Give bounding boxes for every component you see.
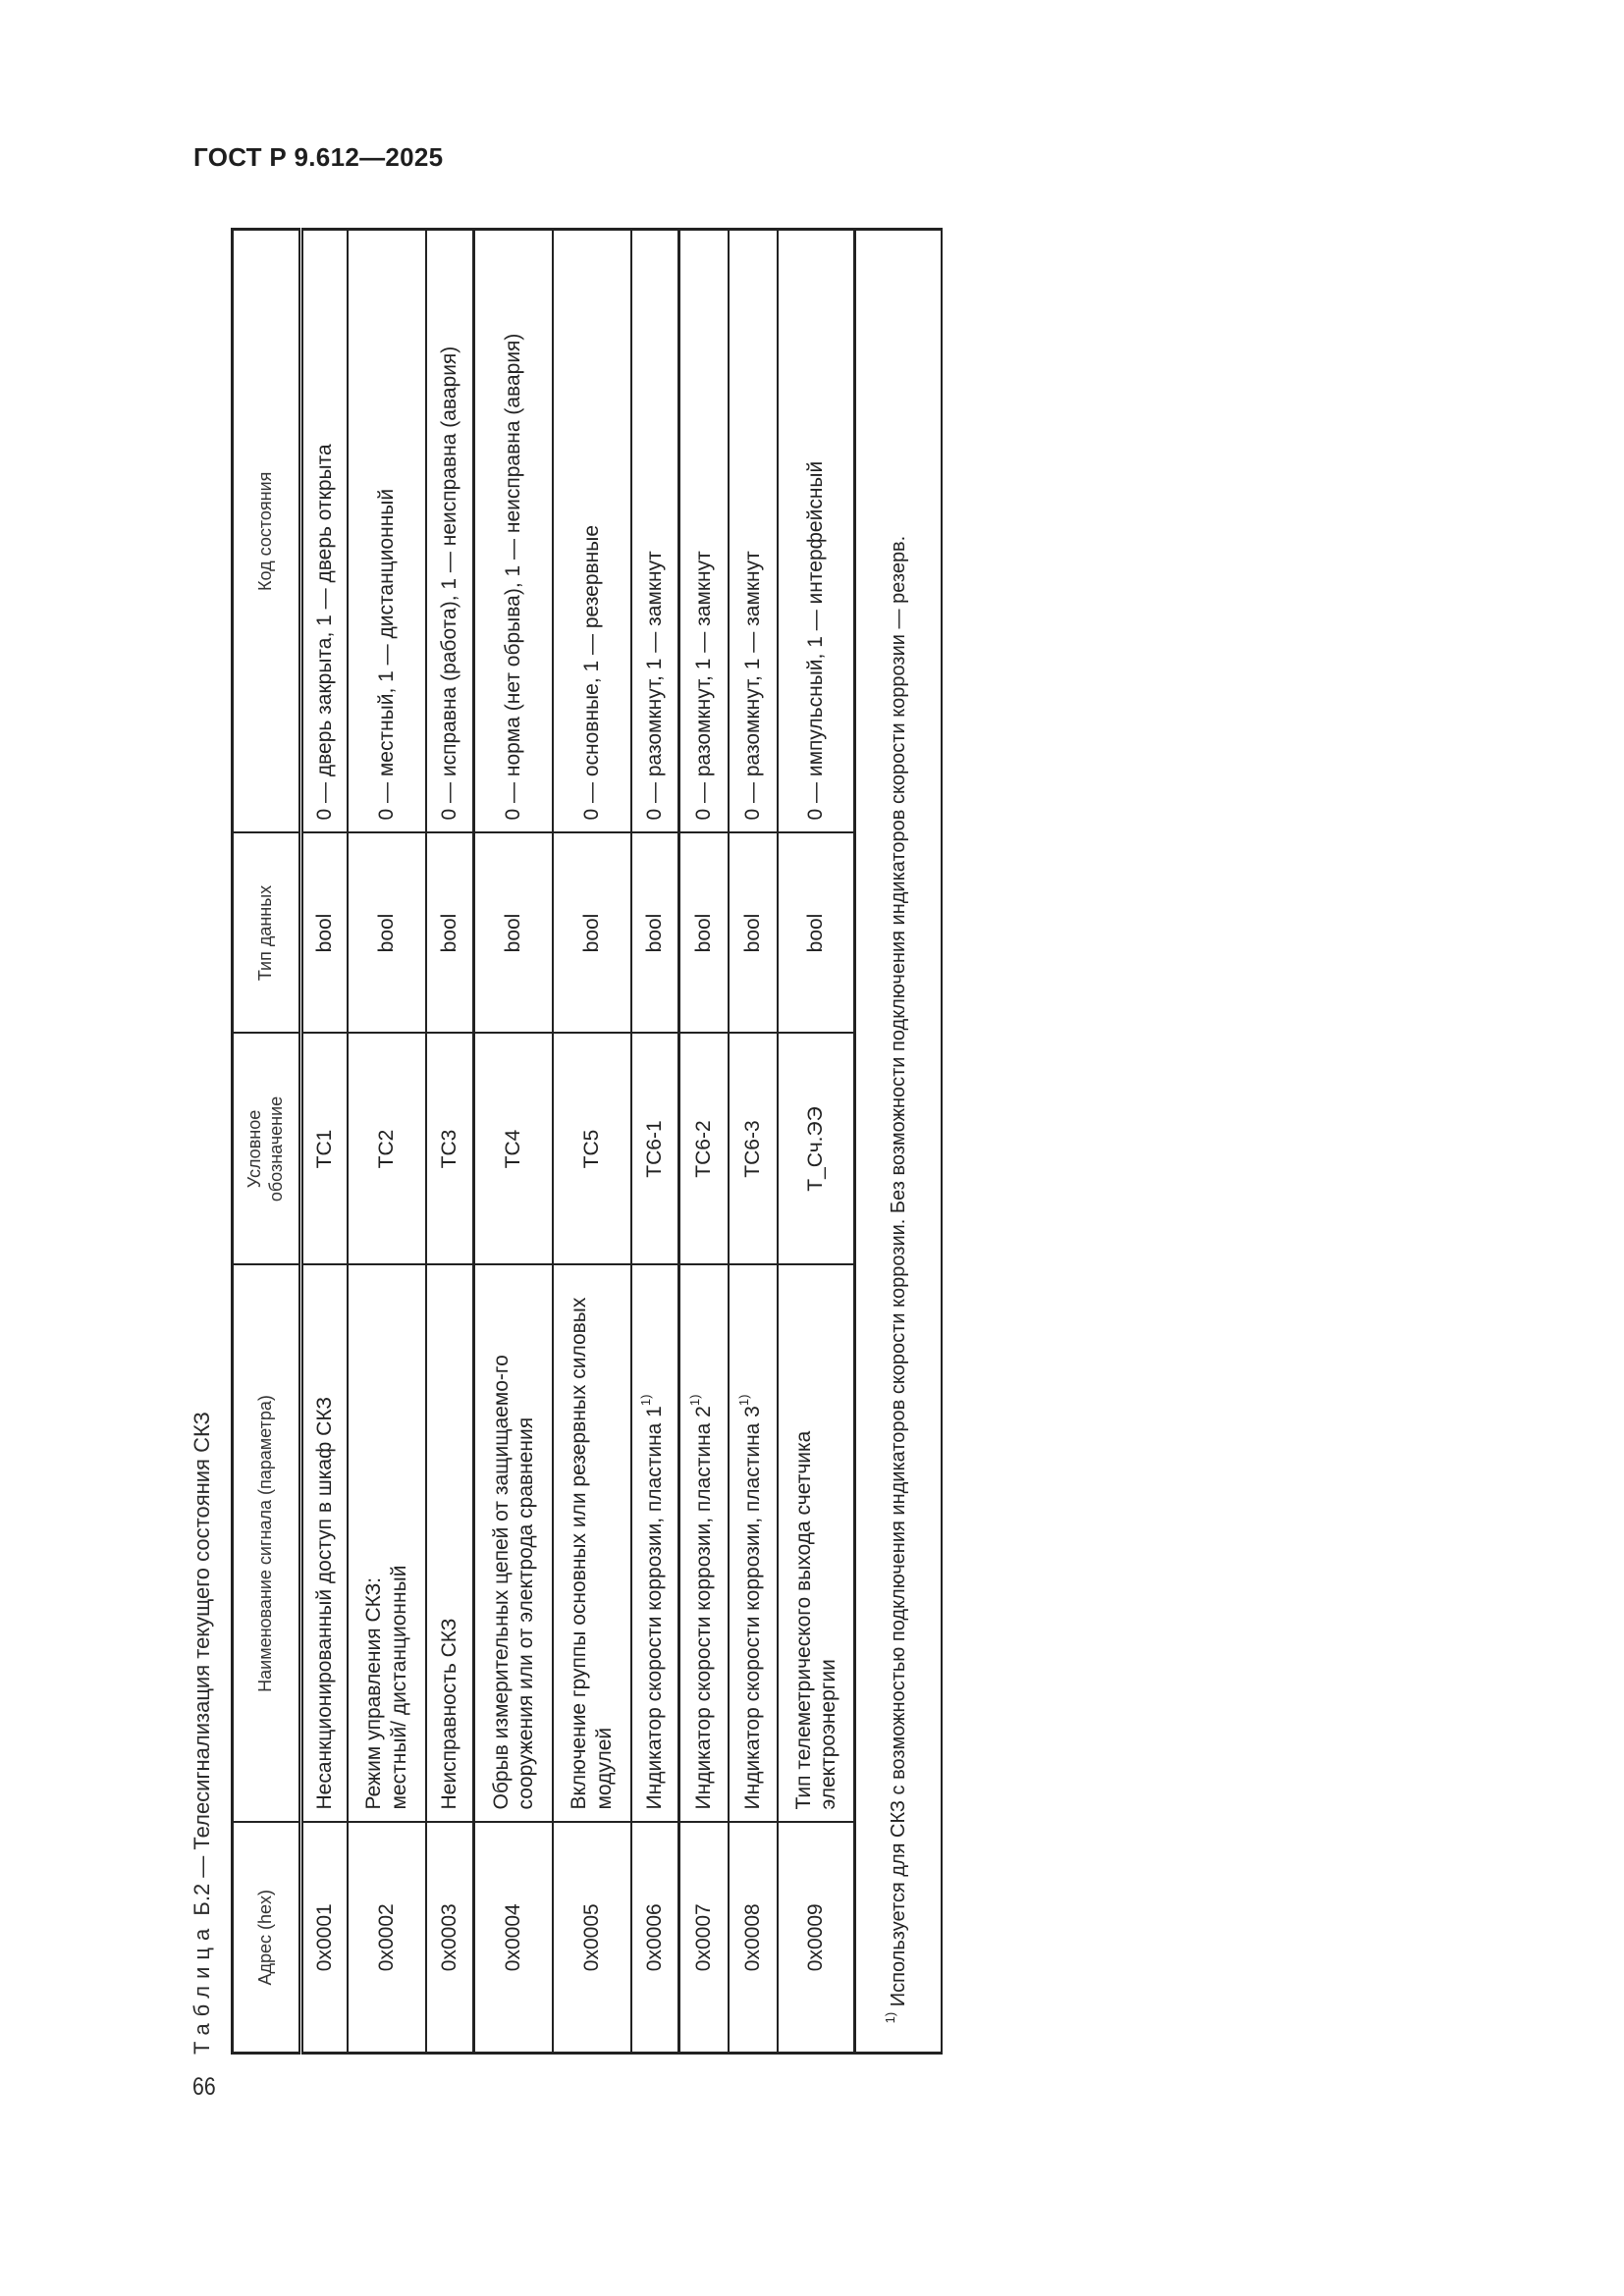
cell-signal-name: Обрыв измерительных цепей от защищаемо-го сооружения или от электрода сравнения (474, 1265, 553, 1823)
cell-signal-name: Неисправность СКЗ (426, 1265, 474, 1823)
table-row (474, 230, 553, 2054)
cell-address: 0x0007 (679, 1823, 729, 2054)
cell-state-code: 0 — основные, 1 — резервные (553, 230, 631, 833)
column-header-address: Адрес (hex) (233, 1823, 301, 2054)
cell-address: 0x0005 (553, 1823, 631, 2054)
cell-address: 0x0004 (474, 1823, 553, 2054)
cell-state-code: 0 — разомкнут, 1 — замкнут (729, 230, 778, 833)
cell-symbol: ТС5 (553, 1034, 631, 1265)
cell-data-type: bool (631, 833, 679, 1034)
cell-address: 0x0009 (778, 1823, 855, 2054)
table-row (778, 230, 855, 2054)
column-header-signal-name: Наименование сигнала (параметра) (233, 1265, 301, 1823)
cell-symbol: ТС6-3 (729, 1034, 778, 1265)
footnote-text: Используется для СКЗ с возможностью подключения индикаторов скорости коррозии. Без возможности подключения индикаторов скорости коррозии — резерв. (887, 535, 909, 2007)
column-header-symbol: Условное обозначение (233, 1034, 301, 1265)
table-row (301, 230, 348, 2054)
cell-state-code: 0 — исправна (работа), 1 — неисправна (авария) (426, 230, 474, 833)
table-header-row (233, 230, 301, 2054)
table-row (679, 230, 729, 2054)
cell-signal-name: Включение группы основных или резервных силовых модулей (553, 1265, 631, 1823)
cell-address: 0x0008 (729, 1823, 778, 2054)
cell-state-code: 0 — импульсный, 1 — интерфейсный (778, 230, 855, 833)
cell-data-type: bool (553, 833, 631, 1034)
cell-symbol: ТС6-2 (679, 1034, 729, 1265)
table-footnote (855, 230, 942, 2054)
cell-symbol: ТС3 (426, 1034, 474, 1265)
cell-data-type: bool (679, 833, 729, 1034)
cell-data-type: bool (301, 833, 348, 1034)
table-caption (189, 1412, 225, 2055)
page-number: 66 (192, 2073, 216, 2101)
cell-address: 0x0001 (301, 1823, 348, 2054)
footnote-marker: 1) (882, 2011, 897, 2024)
telesignal-table (231, 228, 943, 2055)
cell-state-code: 0 — местный, 1 — дистанционный (348, 230, 426, 833)
table-row (553, 230, 631, 2054)
footnote-ref: 1) (735, 1394, 751, 1407)
footnote-ref: 1) (687, 1394, 703, 1407)
table-footnote-row (855, 230, 942, 2054)
table-row (348, 230, 426, 2054)
rotated-table-block (182, 231, 945, 2055)
table-caption-label: Таблица (189, 1921, 214, 2055)
cell-signal-name: Индикатор скорости коррозии, пластина 2$^{1)}$ (679, 1265, 729, 1823)
cell-state-code: 0 — норма (нет обрыва), 1 — неисправна (авария) (474, 230, 553, 833)
cell-address: 0x0006 (631, 1823, 679, 2054)
cell-signal-name: Тип телеметрического выхода счетчика электроэнергии (778, 1265, 855, 1823)
cell-symbol: ТС4 (474, 1034, 553, 1265)
cell-state-code: 0 — дверь закрыта, 1 — дверь открыта (301, 230, 348, 833)
cell-data-type: bool (474, 833, 553, 1034)
cell-signal-name: Индикатор скорости коррозии, пластина 1$^{1)}$ (631, 1265, 679, 1823)
table-row (631, 230, 679, 2054)
cell-address: 0x0002 (348, 1823, 426, 2054)
cell-data-type: bool (778, 833, 855, 1034)
column-header-state-code: Код состояния (233, 230, 301, 833)
cell-state-code: 0 — разомкнут, 1 — замкнут (631, 230, 679, 833)
cell-data-type: bool (426, 833, 474, 1034)
cell-symbol: ТС6-1 (631, 1034, 679, 1265)
table-row (729, 230, 778, 2054)
cell-state-code: 0 — разомкнут, 1 — замкнут (679, 230, 729, 833)
table-row (426, 230, 474, 2054)
cell-symbol: Т_Сч.ЭЭ (778, 1034, 855, 1265)
cell-signal-name: Несанкционированный доступ в шкаф СКЗ (301, 1265, 348, 1823)
cell-data-type: bool (348, 833, 426, 1034)
column-header-data-type: Тип данных (233, 833, 301, 1034)
cell-symbol: ТС1 (301, 1034, 348, 1265)
cell-signal-name: Индикатор скорости коррозии, пластина 3$^{1)}$ (729, 1265, 778, 1823)
document-standard-header: ГОСТ Р 9.612—2025 (193, 142, 444, 172)
cell-address: 0x0003 (426, 1823, 474, 2054)
cell-data-type: bool (729, 833, 778, 1034)
cell-signal-name: Режим управления СКЗ: местный/ дистанционный (348, 1265, 426, 1823)
cell-symbol: ТС2 (348, 1034, 426, 1265)
table-caption-text: Б.2 — Телесигнализация текущего состояния СКЗ (189, 1412, 214, 1916)
footnote-ref: 1) (638, 1394, 654, 1407)
